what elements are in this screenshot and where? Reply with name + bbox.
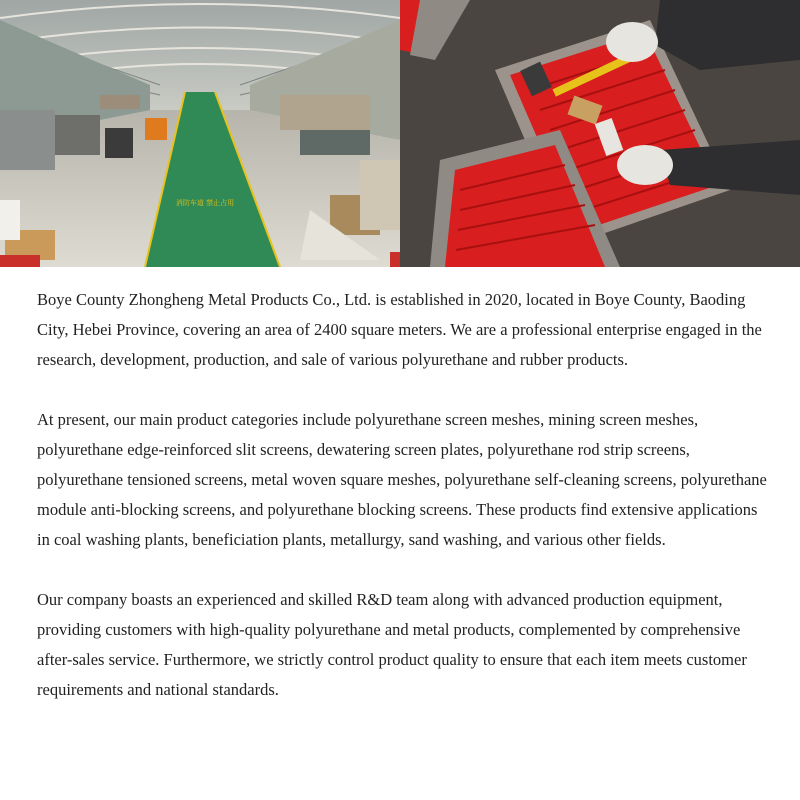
paragraph-team: Our company boasts an experienced and skilled R&D team along with advanced production equipment, providing customers with high-quality polyurethane and metal products, complemented by comprehensive after-sales service. Furthermore, we strictly control product quality to ensure that each item meets customer requirements and national standards. (37, 590, 747, 699)
worker-hammering-red-screen-photo (400, 0, 800, 267)
photo-strip (0, 0, 800, 267)
factory-interior-photo (0, 0, 400, 267)
floor-sign-text: 消防车道 禁止占用 (175, 199, 235, 207)
company-description (37, 285, 767, 735)
paragraph-intro: Boye County Zhongheng Metal Products Co., Ltd. is established in 2020, located in Boye County, Baoding City, Hebei Province, covering an area of 2400 square meters. We are a professional enterprise engaged in the research, development, production, and sale of various polyurethane and rubber products. (37, 290, 762, 369)
paragraph-products: At present, our main product categories include polyurethane screen meshes, mining screen meshes, polyurethane edge-reinforced slit screens, dewatering screen plates, polyurethane rod strip screens, polyurethane tensioned screens, metal woven square meshes, polyurethane self-cleaning screens, polyurethane module anti-blocking screens, and polyurethane blocking screens. These products find extensive applications in coal washing plants, beneficiation plants, metallurgy, sand washing, and various other fields. (37, 410, 767, 549)
